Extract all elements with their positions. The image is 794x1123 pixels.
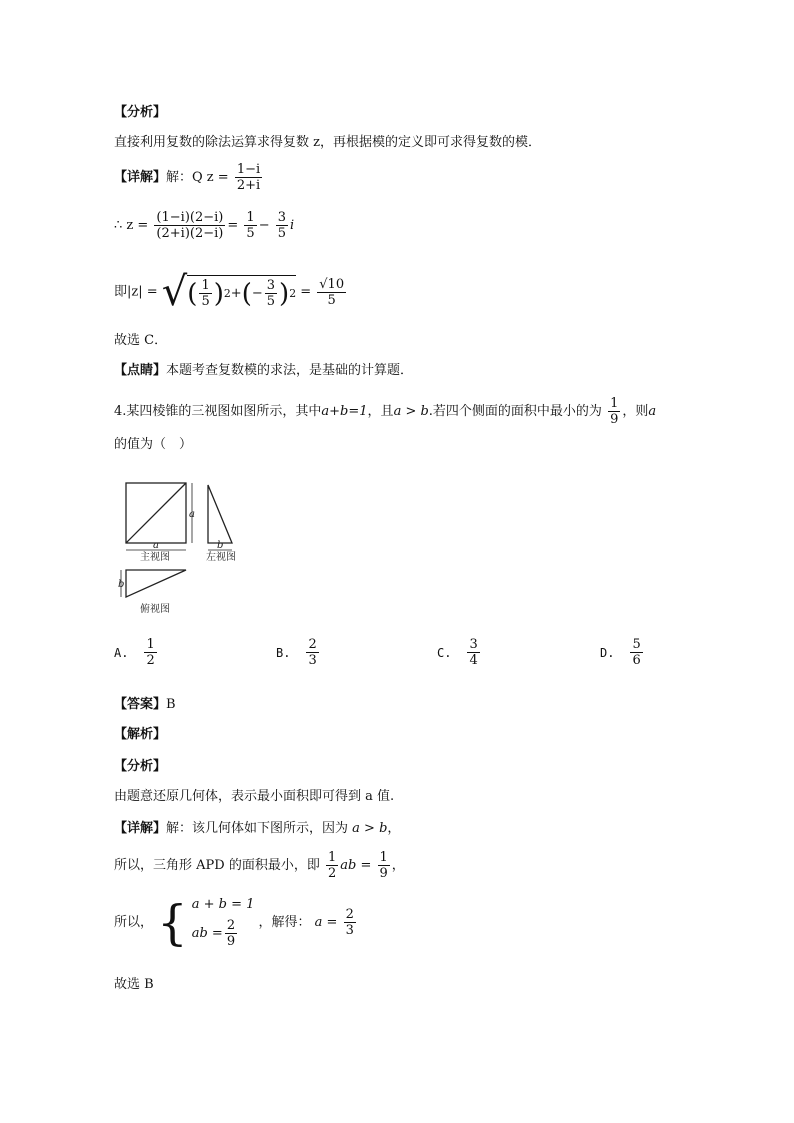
modulus-line: 即|z| = √ ( $\frac{1}{5}$ ) 2 + ( − $\frac{3}{5}$ ) 2 = $\frac{√10}{5}$ <box>114 269 345 315</box>
system-line: 所以， { a + b = 1 ab = $\frac{2}{9}$ ，解得： a = $\frac{2}{3}$ <box>114 894 354 951</box>
big-fraction: $\frac{(1-i)(2-i)}{(2+i)(2-i)}$ <box>156 210 224 241</box>
comment-line: 【点睛】本题考查复数模的求法，是基础的计算题． <box>114 363 414 378</box>
option-a[interactable]: A. $\frac{1}{2}$ <box>114 637 155 668</box>
fraction-3-5: $\frac{3}{5}$ <box>277 210 287 241</box>
label-b-left: b <box>217 540 224 551</box>
question-fraction: $\frac{1}{9}$ <box>610 396 619 427</box>
question-4-text: 4.某四棱锥的三视图如图所示，其中a+b=1，且a > b.若四个侧面的面积中最小的为 $\frac{1}{9}$ ，则a <box>114 396 657 427</box>
left-view-label: 左视图 <box>206 552 236 563</box>
final-answer: 故选 B <box>114 977 154 992</box>
question-4-line2: 的值为（ ） <box>114 437 193 452</box>
top-view-label: 俯视图 <box>140 604 170 615</box>
analysis-tag: 【分析】 <box>114 105 167 120</box>
fraction-1: $\frac{1-i}{2+i}$ <box>236 162 261 193</box>
equation-system: { a + b = 1 ab = $\frac{2}{9}$ <box>157 894 255 951</box>
option-d[interactable]: D. $\frac{5}{6}$ <box>600 637 641 668</box>
analysis-text: 直接利用复数的除法运算求得复数 z，再根据模的定义即可求得复数的模． <box>114 135 541 150</box>
area-line: 所以，三角形 APD 的面积最小，即 $\frac{1}{2}$ ab = $\frac{1}{9}$ ， <box>114 850 405 881</box>
option-c[interactable]: C. $\frac{3}{4}$ <box>437 637 478 668</box>
left-view-triangle <box>208 485 232 543</box>
radical-sign: √ <box>161 269 188 315</box>
analysis-tag-2: 【分析】 <box>114 759 167 774</box>
detail-tag: 【详解】 <box>114 170 167 185</box>
top-view-triangle <box>126 570 186 597</box>
three-view-figure <box>112 470 252 620</box>
result-fraction: $\frac{√10}{5}$ <box>319 276 345 308</box>
option-b[interactable]: B. $\frac{2}{3}$ <box>276 637 317 668</box>
answer-tag-line: 【答案】B <box>114 697 176 712</box>
label-a-horizontal: a <box>153 540 159 551</box>
brace-icon: { <box>157 894 188 951</box>
detail-line-1 <box>114 162 264 193</box>
answer-line: 故选 C． <box>114 333 168 348</box>
therefore-line: ∴ z = $\frac{(1-i)(2-i)}{(2+i)(2-i)}$ = $\frac{1}{5}$ − $\frac{3}{5}$ i <box>114 210 295 241</box>
front-view-label: 主视图 <box>140 552 170 563</box>
label-a-vertical: a <box>189 509 195 520</box>
detail-line-2: 【详解】解：该几何体如下图所示，因为 a > b， <box>114 821 401 836</box>
jiexi-tag: 【解析】 <box>114 727 167 742</box>
front-view-diagonal <box>126 483 186 543</box>
sqrt-expression: √ ( $\frac{1}{5}$ ) 2 + ( − $\frac{3}{5}$ ) 2 <box>161 269 297 315</box>
detail-lead: 解：Q z = <box>166 170 229 185</box>
analysis-text-2: 由题意还原几何体，表示最小面积即可得到 a 值. <box>114 789 395 804</box>
label-b-top: b <box>118 579 125 590</box>
fraction-1-5: $\frac{1}{5}$ <box>246 210 255 241</box>
